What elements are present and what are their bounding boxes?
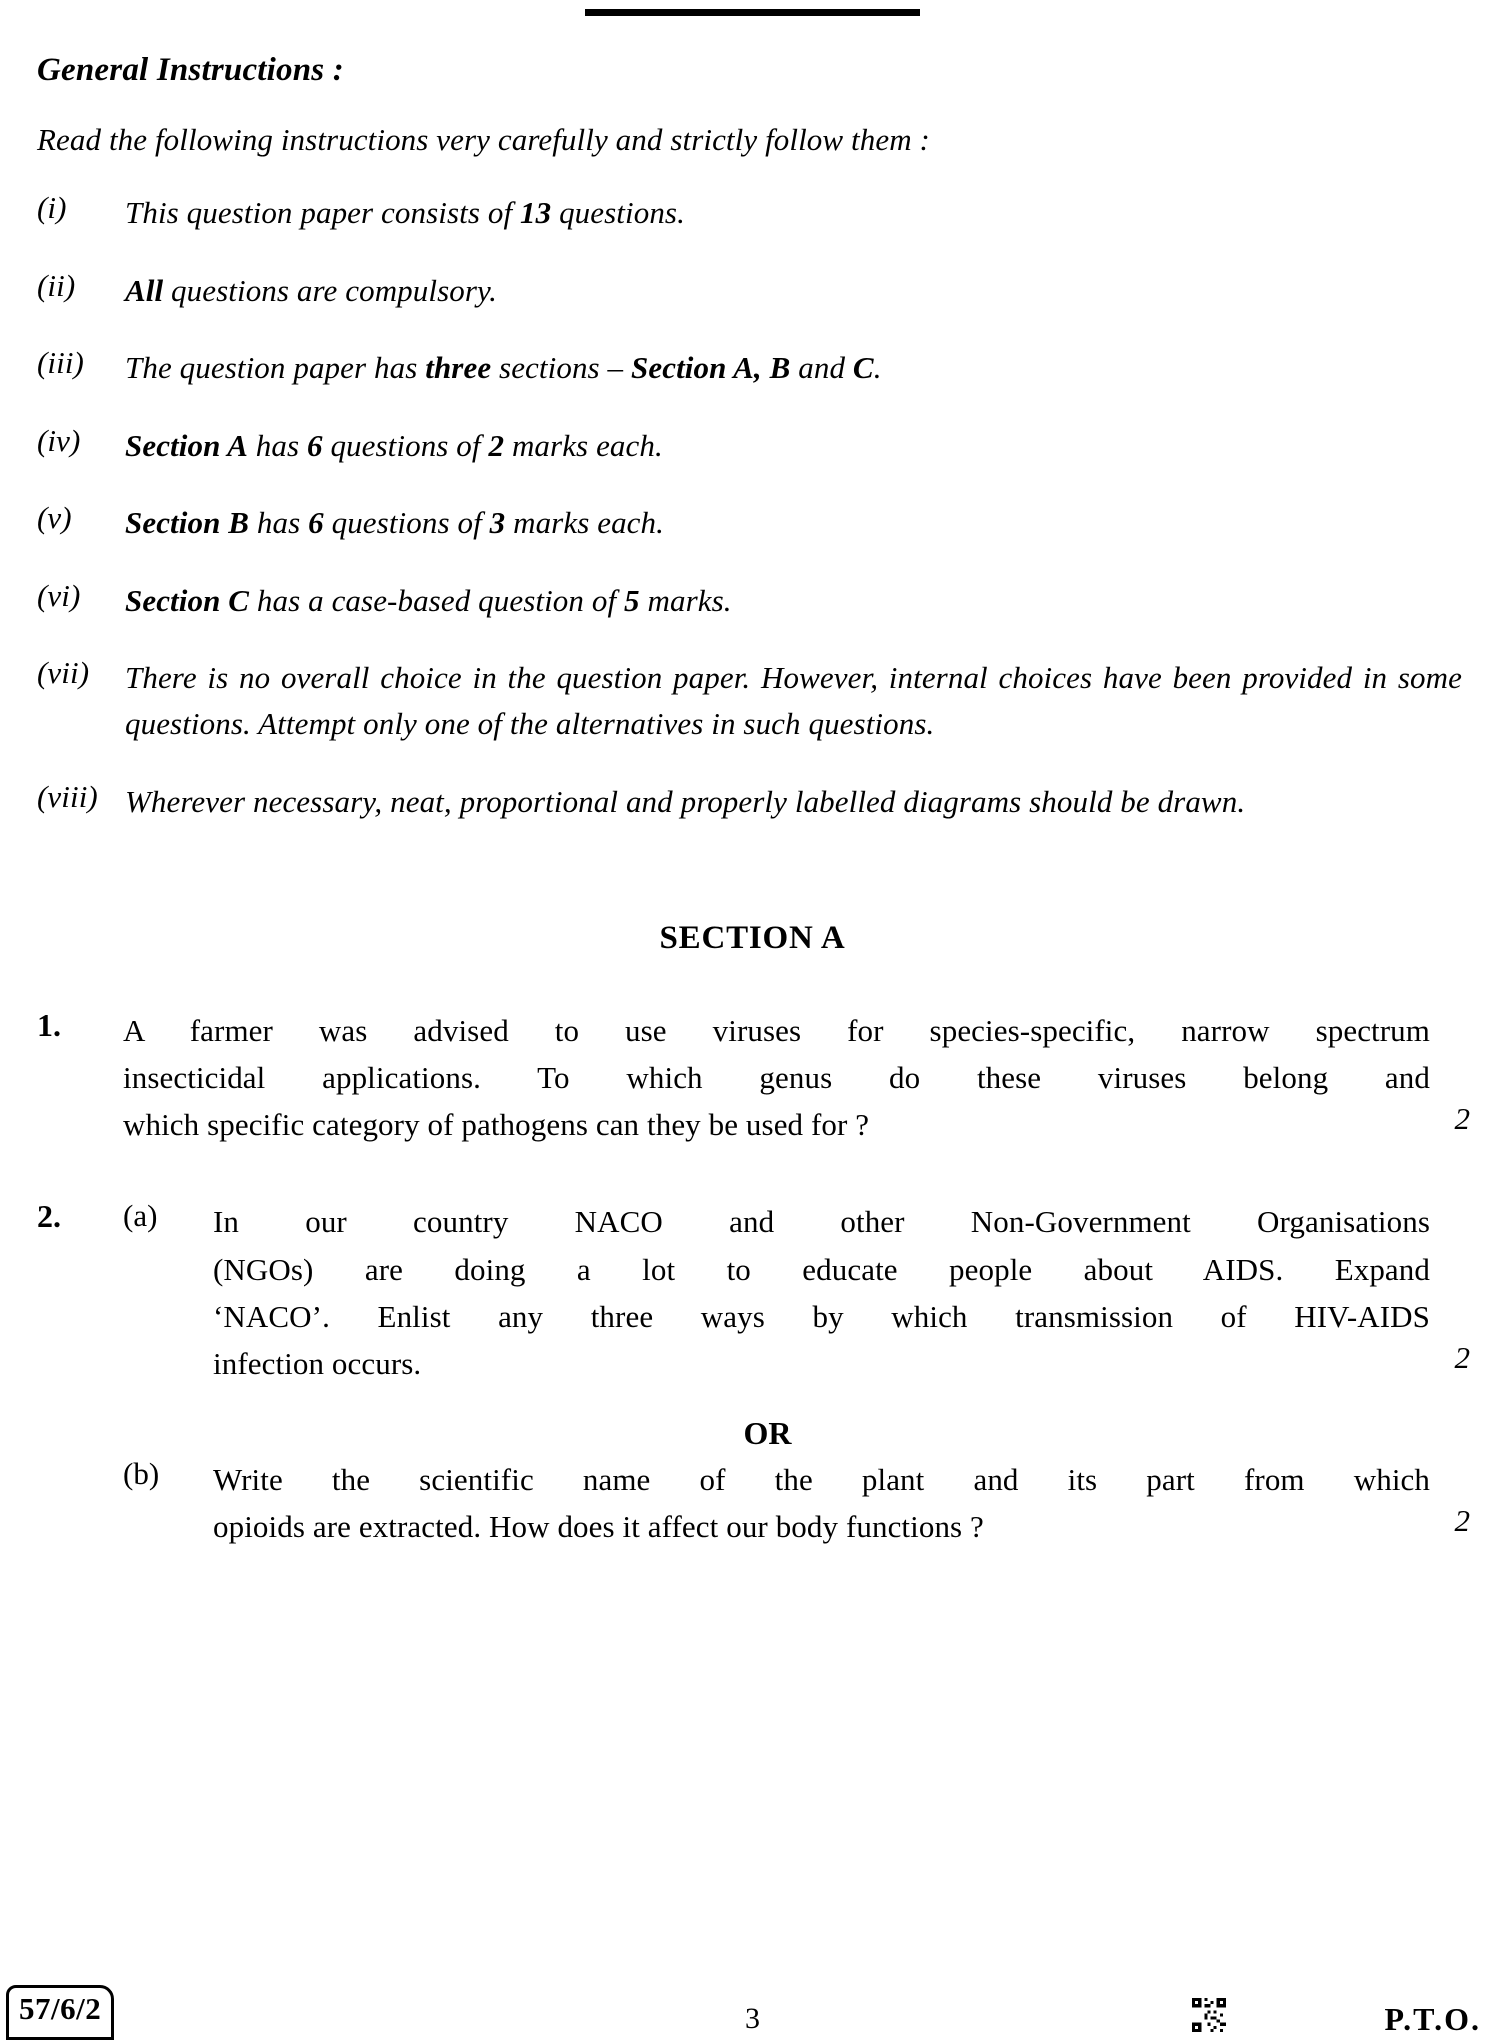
qr-code-icon bbox=[1192, 1998, 1226, 2032]
question-1-marks: 2 bbox=[1454, 1101, 1470, 1137]
plain-text: The question paper has bbox=[125, 350, 426, 386]
instruction-item bbox=[35, 423, 1470, 469]
paper-code-badge: 57/6/2 bbox=[6, 1985, 114, 2040]
question-2a-line-text bbox=[213, 1198, 1430, 1245]
instruction-item bbox=[35, 655, 1470, 746]
instruction-item bbox=[35, 345, 1470, 391]
instruction-text bbox=[125, 500, 1470, 546]
plain-text: (NGOs) are doing a lot to educate people about AIDS. Expand bbox=[213, 1251, 1430, 1287]
plain-text: questions. bbox=[551, 195, 685, 230]
section-a-heading: SECTION A bbox=[659, 920, 846, 957]
question-2 bbox=[35, 1198, 1470, 1550]
instruction-item bbox=[35, 500, 1470, 546]
emphasised-text: three bbox=[425, 350, 492, 386]
instruction-text bbox=[125, 190, 1470, 236]
plain-text: Wherever necessary, neat, proportional and properly labelled diagrams should be drawn. bbox=[125, 783, 1246, 819]
question-2b-line bbox=[213, 1503, 1470, 1550]
instruction-text bbox=[125, 578, 1470, 624]
emphasised-text: C bbox=[852, 350, 874, 386]
instruction-number: (vii) bbox=[37, 655, 90, 691]
question-2-number: 2. bbox=[37, 1198, 61, 1235]
plain-text: sections – bbox=[491, 350, 632, 386]
general-instructions-lead: Read the following instructions very carefully and strictly follow them : bbox=[37, 122, 930, 157]
question-2a-line bbox=[213, 1340, 1470, 1387]
emphasised-text: Section A, B bbox=[631, 350, 791, 386]
question-2-body bbox=[123, 1198, 1470, 1550]
header-horizontal-rule bbox=[585, 9, 920, 16]
question-2-option-a-text bbox=[213, 1198, 1470, 1386]
question-2a-line bbox=[213, 1198, 1470, 1245]
question-2-option-b-label: (b) bbox=[123, 1455, 160, 1491]
instruction-number: (iii) bbox=[37, 345, 84, 381]
emphasised-text: Section A bbox=[125, 427, 248, 463]
emphasised-text: All bbox=[125, 272, 164, 308]
question-1-body bbox=[123, 1007, 1470, 1148]
question-2a-line-text bbox=[213, 1340, 1430, 1387]
question-2b-line bbox=[213, 1456, 1470, 1503]
question-2b-marks: 2 bbox=[1454, 1502, 1470, 1538]
question-1-line-3: which specific category of pathogens can they be used for ? bbox=[123, 1107, 870, 1143]
question-2-option-a-label: (a) bbox=[123, 1198, 158, 1234]
emphasised-text: ‘NACO’. Enlist any three ways by which transmission of HIV bbox=[213, 1298, 1347, 1334]
emphasised-text: 6 bbox=[306, 427, 323, 463]
emphasised-text: 6 bbox=[308, 505, 324, 541]
plain-text: has a case-based question of bbox=[249, 582, 625, 618]
plain-text: -AIDS bbox=[1346, 1298, 1430, 1334]
plain-text: has bbox=[247, 427, 307, 463]
instruction-text bbox=[125, 655, 1470, 746]
page-footer bbox=[0, 1964, 1505, 2037]
instruction-item bbox=[35, 190, 1470, 236]
emphasised-text: 13 bbox=[520, 195, 552, 230]
question-1-line-1: A farmer was advised to use viruses for species-specific, narrow spectrum bbox=[123, 1013, 1430, 1049]
plain-text: marks each. bbox=[505, 505, 664, 541]
emphasised-text: 3 bbox=[489, 505, 506, 541]
general-instructions-list bbox=[35, 190, 1470, 824]
question-1-line bbox=[123, 1054, 1470, 1101]
instruction-number: (viii) bbox=[37, 778, 98, 814]
general-instructions-heading: General Instructions : bbox=[37, 52, 344, 88]
question-2a-marks: 2 bbox=[1454, 1339, 1470, 1375]
emphasised-text: 5 bbox=[624, 582, 640, 618]
question-2-option-a bbox=[123, 1198, 1470, 1386]
instruction-text bbox=[125, 779, 1470, 825]
emphasised-text: Section C bbox=[125, 582, 250, 618]
instruction-number: (v) bbox=[37, 500, 72, 536]
question-1 bbox=[35, 1007, 1470, 1148]
plain-text: marks each. bbox=[504, 427, 663, 463]
instruction-number: (iv) bbox=[37, 422, 81, 458]
instruction-text bbox=[125, 423, 1470, 469]
plain-text: and bbox=[790, 350, 853, 386]
instruction-text bbox=[125, 268, 1470, 314]
question-2-option-b bbox=[123, 1456, 1470, 1550]
question-1-number: 1. bbox=[37, 1007, 61, 1044]
plain-text: questions of bbox=[322, 427, 489, 463]
emphasised-text: 2 bbox=[488, 427, 505, 463]
instruction-item bbox=[35, 268, 1470, 314]
turn-over-label: P.T.O. bbox=[1384, 2001, 1481, 2037]
page-number: 3 bbox=[745, 2002, 760, 2035]
instruction-item bbox=[35, 779, 1470, 825]
plain-text: has bbox=[249, 505, 309, 541]
plain-text: infection occurs. bbox=[213, 1345, 422, 1381]
question-2b-line-text: Write the scientific name of the plant and its part from which bbox=[213, 1461, 1430, 1497]
instruction-number: (i) bbox=[37, 190, 67, 225]
or-divider: OR bbox=[743, 1414, 792, 1451]
question-2a-line bbox=[213, 1246, 1470, 1293]
instruction-text bbox=[125, 345, 1470, 391]
plain-text: marks. bbox=[639, 582, 732, 618]
instruction-number: (vi) bbox=[37, 577, 81, 613]
plain-text: In our country NACO and other Non-Government Organisations bbox=[213, 1204, 1430, 1240]
question-2-option-b-text bbox=[213, 1456, 1470, 1550]
question-2b-line-text: opioids are extracted. How does it affect our body functions ? bbox=[213, 1508, 984, 1544]
header-rule-area bbox=[35, 0, 1470, 30]
plain-text: questions of bbox=[323, 505, 490, 541]
question-1-line bbox=[123, 1101, 1470, 1148]
question-1-line bbox=[123, 1007, 1470, 1054]
emphasised-text: Section B bbox=[125, 505, 250, 541]
question-2a-line bbox=[213, 1293, 1470, 1340]
plain-text: questions are compulsory. bbox=[163, 272, 498, 308]
plain-text: This question paper consists of bbox=[125, 195, 521, 230]
question-2a-line-text bbox=[213, 1246, 1430, 1293]
instruction-item bbox=[35, 578, 1470, 624]
plain-text: . bbox=[873, 350, 882, 386]
question-1-line-2: insecticidal applications. To which genus do these viruses belong and bbox=[123, 1060, 1430, 1096]
instruction-number: (ii) bbox=[37, 267, 76, 303]
question-2a-line-text bbox=[213, 1293, 1430, 1340]
plain-text: There is no overall choice in the question paper. However, internal choices have been provided in some questions. Attempt only one of the alternatives in such questions. bbox=[125, 660, 1462, 741]
